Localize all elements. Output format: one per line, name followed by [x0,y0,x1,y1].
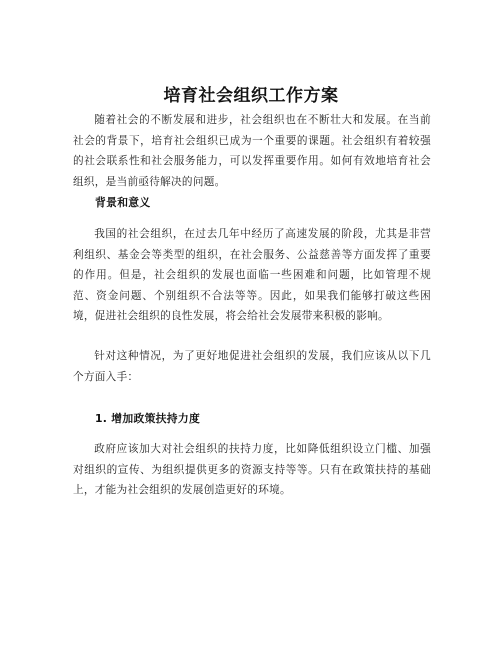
policy-support-paragraph: 政府应该加大对社会组织的扶持力度，比如降低组织设立门槛、加强对组织的宣传、为组织提供更多的资源支持等等。只有在政策扶持的基础上，才能为社会组织的发展创造更好的环境。 [73,443,431,497]
intro-paragraph: 随着社会的不断发展和进步，社会组织也在不断壮大和发展。在当前社会的背景下，培育社会组织已成为一个重要的课题。社会组织有着较强的社会联系性和社会服务能力，可以发挥重要作用。如何有效地培育社会组织，是当前亟待解决的问题。 [73,114,431,188]
document-title: 培育社会组织工作方案 [163,86,339,106]
approach-paragraph: 针对这种情况，为了更好地促进社会组织的发展，我们应该从以下几个方面入手： [73,350,431,383]
section-heading-policy-support: 1. 增加政策扶持力度 [95,412,201,425]
background-paragraph: 我国的社会组织，在过去几年中经历了高速发展的阶段，尤其是非营利组织、基金会等类型的组织，在社会服务、公益慈善等方面发挥了重要的作用。但是，社会组织的发展也面临一些困难和问题，比如管理不规范、资金问题、个别组织不合法等等。因此，如果我们能够打破这些困境，促进社会组织的良性发展，将会给社会发展带来积极的影响。 [73,228,431,323]
section-heading-background: 背景和意义 [95,196,151,209]
